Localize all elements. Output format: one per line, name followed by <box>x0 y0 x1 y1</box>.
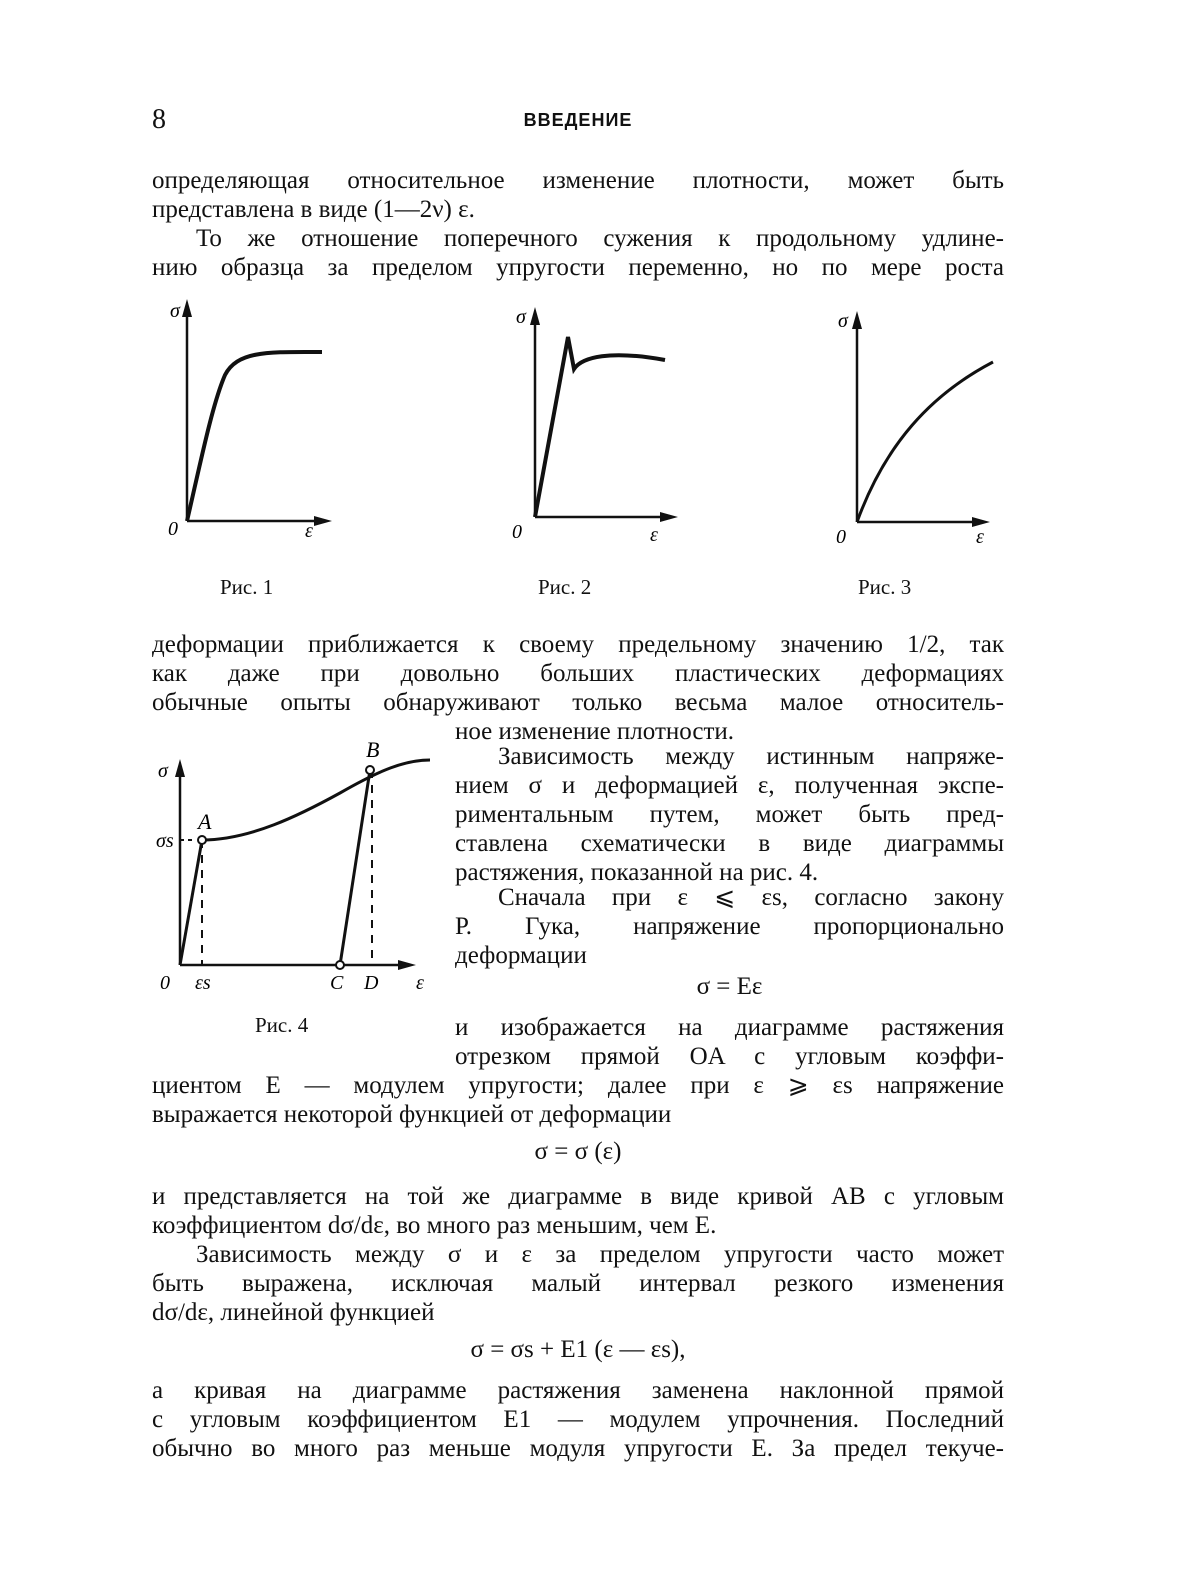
figures-1-3 <box>140 295 1040 555</box>
text-line: а кривая на диаграмме растяжения заменена наклонной прямой <box>152 1377 1004 1404</box>
figure-3-plot <box>852 311 993 527</box>
figure-1-caption: Рис. 1 <box>220 575 274 599</box>
text-line: обычные опыты обнаруживают только весьма малое относитель- <box>152 689 1004 716</box>
text-line: риментальным путем, может быть пред- <box>455 801 1004 828</box>
fig3-origin-label: 0 <box>836 526 846 548</box>
text-line: быть выражена, исключая малый интервал резкого изменения <box>152 1270 1004 1297</box>
fig4-point-d-label: D <box>364 972 379 994</box>
text-line: обычно во много раз меньше модуля упругости E. За предел текуче- <box>152 1435 1004 1462</box>
figure-3-caption: Рис. 3 <box>858 575 912 599</box>
text-line: То же отношение поперечного сужения к продольному удлине- <box>196 225 1004 252</box>
text-line: Зависимость между истинным напряже- <box>498 743 1004 770</box>
running-head: ВВЕДЕНИЕ <box>523 110 633 130</box>
text-line: и изображается на диаграмме растяжения <box>455 1014 1004 1041</box>
figure-2-caption: Рис. 2 <box>538 575 592 599</box>
text-line: Сначала при ε ⩽ εs, согласно закону <box>498 884 1004 911</box>
equation-1: σ = Eε <box>696 973 763 1000</box>
text-line: коэффициентом dσ/dε, во много раз меньшим, чем E. <box>152 1212 717 1239</box>
fig3-y-label: σ <box>838 310 848 332</box>
fig4-sigma-s-label: σs <box>156 830 174 852</box>
text-line: нием σ и деформацией ε, полученная экспе- <box>455 772 1004 799</box>
text-line: растяжения, показанной на рис. 4. <box>455 859 819 886</box>
text-line: Зависимость между σ и ε за пределом упругости часто может <box>196 1241 1004 1268</box>
text-line: с угловым коэффициентом E1 — модулем упрочнения. Последний <box>152 1406 1004 1433</box>
text-line: и представляется на той же диаграмме в виде кривой AB с угловым <box>152 1183 1004 1210</box>
fig2-origin-label: 0 <box>512 521 522 543</box>
fig4-eps-s-label: εs <box>195 972 211 994</box>
fig4-x-label: ε <box>416 972 424 994</box>
text-line: как даже при довольно больших пластических деформациях <box>152 660 1004 687</box>
text-line: dσ/dε, линейной функцией <box>152 1299 435 1326</box>
text-line: выражается некоторой функцией от деформации <box>152 1101 672 1128</box>
fig2-y-label: σ <box>516 306 526 328</box>
fig1-x-label: ε <box>305 520 313 542</box>
fig4-origin-label: 0 <box>160 972 170 994</box>
text-line: деформации приближается к своему предельному значению 1/2, так <box>152 631 1004 658</box>
fig4-point-c-label: C <box>330 972 344 994</box>
fig4-point-a-label: A <box>198 809 212 834</box>
figure-1-plot <box>182 299 332 526</box>
figure-4-caption: Рис. 4 <box>255 1013 309 1037</box>
fig4-y-label: σ <box>158 760 168 782</box>
text-line: отрезком прямой OA с угловым коэффи- <box>455 1043 1004 1070</box>
fig4-point-b-label: B <box>366 737 380 762</box>
text-line: циентом E — модулем упругости; далее при ε ⩾ εs напряжение <box>152 1072 1004 1099</box>
figure-4 <box>140 735 440 1005</box>
equation-3: σ = σs + E1 (ε — εs), <box>470 1336 686 1363</box>
fig1-origin-label: 0 <box>168 518 178 540</box>
text-line: определяющая относительное изменение плотности, может быть <box>152 167 1004 194</box>
text-line: ное изменение плотности. <box>455 718 735 745</box>
figure-2-plot <box>530 307 678 522</box>
text-line: нию образца за пределом упругости переменно, но по мере роста <box>152 254 1004 281</box>
text-line: деформации <box>455 942 587 969</box>
fig3-x-label: ε <box>976 526 984 548</box>
figure-4-plot <box>175 759 430 970</box>
text-line: ставлена схематически в виде диаграммы <box>455 830 1004 857</box>
fig1-y-label: σ <box>170 300 180 322</box>
fig2-x-label: ε <box>650 524 658 546</box>
text-line: представлена в виде (1—2ν) ε. <box>152 196 475 223</box>
equation-2: σ = σ (ε) <box>534 1138 622 1165</box>
page-number: 8 <box>152 104 166 135</box>
text-line: Р. Гука, напряжение пропорционально <box>455 913 1004 940</box>
